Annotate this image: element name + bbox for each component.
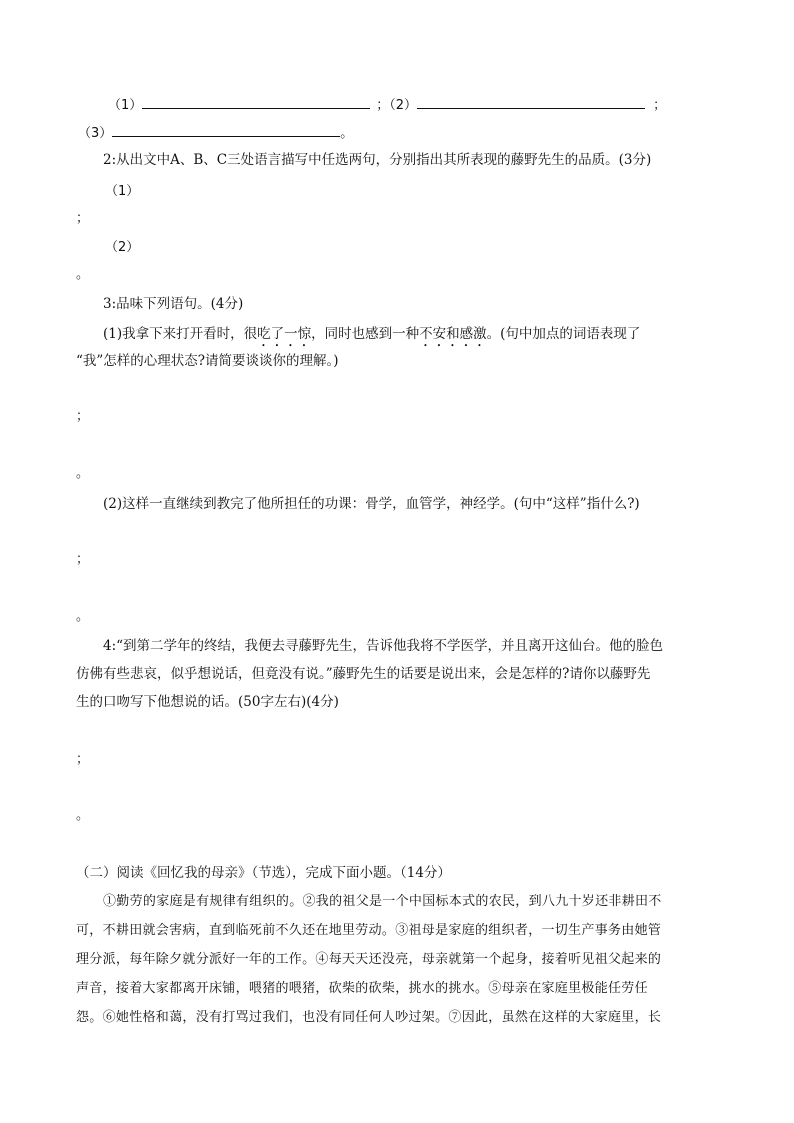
q3-item-1-prefix: (1)我拿下来打开看时，很 xyxy=(103,326,258,342)
passage-line: ①勤劳的家庭是有规律有组织的。②我的祖父是一个中国标本式的农民，到八九十岁还非耕田不 xyxy=(103,894,662,909)
passage-line: 理分派，每年除夕就分派好一年的工作。④每天天还没亮，母亲就第一个起身，接着听见祖父起来的 xyxy=(76,952,662,967)
answer-row-1 xyxy=(108,94,666,116)
answer-blank-1[interactable] xyxy=(142,94,370,109)
q3-dotted-phrase-2: 不安和感激 xyxy=(419,326,487,342)
q3-item-1-line-2: “我”怎样的心理状态?请简要谈谈你的理解。) xyxy=(76,353,339,369)
q2-sub-2: （2） xyxy=(105,240,140,255)
section-2-heading: （二）阅读《回忆我的母亲》（节选），完成下面小题。（14分） xyxy=(76,865,451,881)
q2-semicolon: ； xyxy=(76,211,90,226)
question-2: 2:从出文中A、B、C三处语言描写中任选两句，分别指出其所表现的藤野先生的品质。(3分) xyxy=(103,152,652,168)
answer-separator: ；（2） xyxy=(376,98,418,113)
q2-sub-1: （1） xyxy=(105,184,140,199)
q4-period: 。 xyxy=(76,808,90,823)
q3-semicolon-1: ； xyxy=(76,409,90,424)
answer-row-2-end: 。 xyxy=(340,126,354,141)
passage-line: 怨。⑥她性格和蔼，没有打骂过我们，也没有同任何人吵过架。⑦因此，虽然在这样的大家庭里，长 xyxy=(76,1010,662,1025)
passage-line: 可，不耕田就会害病，直到临死前不久还在地里劳动。③祖母是家庭的组织者，一切生产事务由她管 xyxy=(76,923,662,938)
answer-label-1: （1） xyxy=(108,98,143,113)
q4-semicolon: ； xyxy=(76,752,90,767)
q3-item-1-line-1 xyxy=(103,324,640,350)
question-4-line-3: 生的口吻写下他想说的话。(50字左右)(4分) xyxy=(76,694,339,710)
q3-item-1-mid: ，同时也感到一种 xyxy=(311,326,420,342)
answer-row-1-end: ； xyxy=(653,98,667,113)
q3-period-1: 。 xyxy=(76,466,90,481)
answer-label-3: （3） xyxy=(78,126,113,141)
passage-line: 声音，接着大家都离开床铺，喂猪的喂猪，砍柴的砍柴，挑水的挑水。⑤母亲在家庭里极能任劳任 xyxy=(76,981,648,996)
q2-period: 。 xyxy=(76,267,90,282)
question-4-line-2: 仿佛有些悲哀，似乎想说话，但竟没有说。”藤野先生的话要是说出来，会是怎样的?请你以藤野先 xyxy=(76,666,651,682)
question-3: 3:品味下列语句。(4分) xyxy=(103,296,244,312)
q3-item-2: (2)这样一直继续到教完了他所担任的功课：骨学，血管学，神经学。(句中“这样”指什么?) xyxy=(103,496,640,512)
q3-period-2: 。 xyxy=(76,609,90,624)
q3-dotted-phrase-1: 吃了一惊 xyxy=(257,326,312,342)
q3-semicolon-2: ； xyxy=(76,552,90,567)
q3-item-1-end: 。(句中加点的词语表现了 xyxy=(486,326,641,342)
answer-row-2 xyxy=(78,122,353,144)
answer-blank-2[interactable] xyxy=(417,94,645,109)
question-4-line-1: 4:“到第二学年的终结，我便去寻藤野先生，告诉他我将不学医学，并且离开这仙台。他的脸色 xyxy=(103,638,664,654)
answer-blank-3[interactable] xyxy=(112,122,340,137)
